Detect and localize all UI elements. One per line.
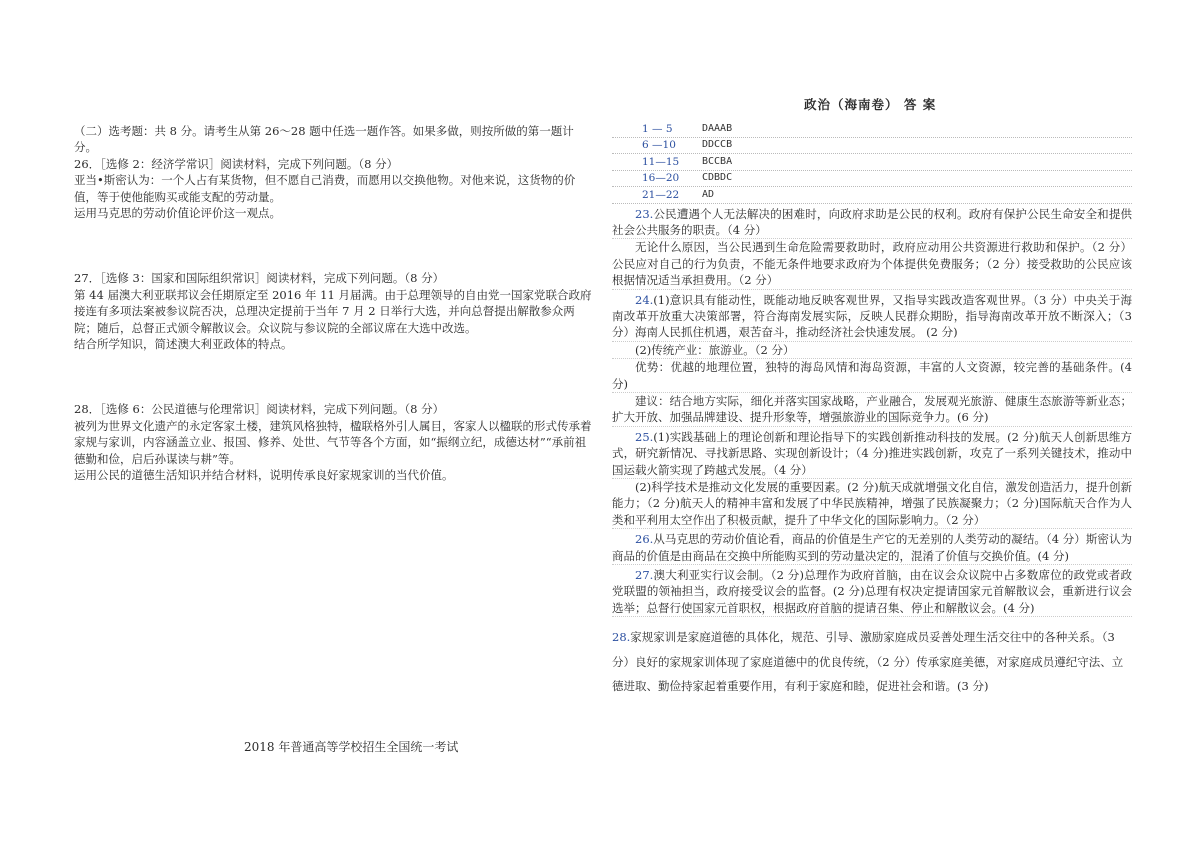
answer-27 xyxy=(612,567,1132,617)
q27-question: 结合所学知识，简述澳大利亚政体的特点。 xyxy=(74,337,293,352)
answer-24-p1 xyxy=(612,292,1132,342)
answer-26 xyxy=(612,531,1132,565)
spacer xyxy=(74,221,594,270)
mc-answer: CDBDC xyxy=(702,172,733,184)
q26-question: 运用马克思的劳动价值论评价这一观点。 xyxy=(74,206,281,221)
mc-row xyxy=(612,138,1132,155)
answer-23-p2: 无论什么原因，当公民遇到生命危险需要救助时，政府应动用公共资源进行救助和保护。（2 分）公民应对自己的行为负责，不能无条件地要求政府为个体提供免费服务；（2 分）接受救助的公民应该根据情况适当承担费用。（2 分） xyxy=(612,239,1132,289)
q28-question: 运用公民的道德生活知识并结合材料，说明传承良好家规家训的当代价值。 xyxy=(74,468,454,483)
q27-material: 第 44 届澳大利亚联邦议会任期原定至 2016 年 11 月届满。由于总理领导的自由党一国家党联合政府接连有多项法案被参议院否决，总理决定提前于当年 7 月 2 日举行大选，并向总督提出解散参众两院；随后，总督正式颁令解散议会。众议院与参议院的全部议席在大选中改选。 xyxy=(74,287,592,335)
answer-28 xyxy=(612,625,1132,699)
q26-title: 26．［选修 2：经济学常识］阅读材料，完成下列问题。（8 分） xyxy=(74,156,399,171)
answer-text: 从马克思的劳动价值论看，商品的价值是生产它的无差别的人类劳动的凝结。（4 分）斯密认为商品的价值是由商品在交换中所能购买到的劳动量决定的，混淆了价值与交换价值。(4 分) xyxy=(612,532,1132,563)
answer-23 xyxy=(612,206,1132,290)
answers-title: 政治（海南卷） 答 案 xyxy=(804,97,937,112)
exam-footer: 2018 年普通高等学校招生全国统一考试 xyxy=(244,740,459,754)
answer-25 xyxy=(612,429,1132,529)
answer-number: 26. xyxy=(635,532,654,547)
mc-range: 6 —10 xyxy=(642,139,676,152)
answer-24-p2: (2)传统产业：旅游业。（2 分） xyxy=(612,342,1132,359)
mc-row xyxy=(612,171,1132,188)
answer-23-p1 xyxy=(612,206,1132,240)
answer-28-text xyxy=(612,625,1132,699)
q28-material: 被列为世界文化遗产的永定客家土楼，建筑风格独特，楹联格外引人属目，客家人以楹联的形式传承着家规与家训，内容涵盖立业、报国、修养、处世、气节等各个方面，如“振纲立纪，成德达材”“承前祖德勤和俭，启后孙谋读与耕”等。 xyxy=(74,418,592,466)
mc-range: 16—20 xyxy=(642,172,680,185)
mc-range: 1 — 5 xyxy=(642,122,673,135)
mc-answer: BCCBA xyxy=(702,155,733,167)
answer-text: (1)意识具有能动性，既能动地反映客观世界，又指导实践改造客观世界。（3 分）中央关于海南改革开放重大决策部署，符合海南发展实际，反映人民群众期盼，指导海南改革开放不断深入；（3 分）海南人民抓住机遇，艰苦奋斗，推动经济社会快速发展。 (2 分) xyxy=(612,292,1132,340)
mc-row xyxy=(612,154,1132,171)
answer-24 xyxy=(612,292,1132,427)
answer-25-p1 xyxy=(612,429,1132,479)
mc-row xyxy=(612,187,1132,204)
answer-27-text xyxy=(612,567,1132,617)
answer-text: 澳大利亚实行议会制。（2 分)总理作为政府首脑，由在议会众议院中占多数席位的政党或者政党联盟的领袖担当，政府接受议会的监督。(2 分)总理有权决定提请国家元首解散议会，重新进行议会选举；总督行使国家元首职权，根据政府首脑的提请召集、停止和解散议会。(4 分) xyxy=(612,568,1132,615)
answer-number: 28. xyxy=(612,630,631,645)
answer-number: 24. xyxy=(635,292,654,307)
mc-range: 21—22 xyxy=(642,188,680,201)
answer-26-text xyxy=(612,531,1132,565)
answer-number: 23. xyxy=(635,206,654,221)
spacer xyxy=(74,352,594,401)
mc-row xyxy=(612,121,1132,138)
answer-text: (1)实践基础上的理论创新和理论指导下的实践创新推动科技的发展。(2 分)航天人创新思维方式，研究新情况、寻找新思路、实现创新设计；（4 分)推进实践创新，攻克了一系列关键技术，推动中国运载火箭实现了跨越式发展。（4 分） xyxy=(612,429,1132,477)
mc-answer: DAAAB xyxy=(702,122,733,134)
section-header: （二）选考题：共 8 分。请考生从第 26～28 题中任选一题作答。如果多做，则按所做的第一题计分。 xyxy=(74,124,574,155)
answer-24-p3: 优势：优越的地理位置，独特的海岛风情和海岛资源，丰富的人文资源，较完善的基础条件。(4 分) xyxy=(612,359,1132,393)
answer-number: 27. xyxy=(635,568,654,583)
q28-title: 28．［选修 6：公民道德与伦理常识］阅读材料，完成下列问题。（8 分） xyxy=(74,402,445,417)
answer-24-p4: 建议：结合地方实际，细化并落实国家战略，产业融合，发展观光旅游、健康生态旅游等新业态；扩大开放、加强品牌建设、提升形象等，增强旅游业的国际竞争力。(6 分) xyxy=(612,393,1132,427)
q27-title: 27．［选修 3：国家和国际组织常识］阅读材料，完成下列问题。（8 分） xyxy=(74,271,445,286)
answer-number: 25. xyxy=(635,429,654,444)
mc-answer: AD xyxy=(702,188,715,200)
q26-material: 亚当•斯密认为：一个人占有某货物，但不愿自己消费，而愿用以交换他物。对他来说，这货物的价值，等于使他能购买或能支配的劳动量。 xyxy=(74,173,576,204)
answer-text: 家规家训是家庭道德的具体化，规范、引导、激励家庭成员妥善处理生活交往中的各种关系。（3 分）良好的家规家训体现了家庭道德中的优良传统，（2 分）传承家庭美德，对家庭成员遵纪守法、立德进取、勤俭持家起着重要作用，有利于家庭和睦，促进社会和谐。(3 分) xyxy=(612,630,1124,694)
answer-text: 公民遭遇个人无法解决的困难时，向政府求助是公民的权利。政府有保护公民生命安全和提供社会公共服务的职责。（4 分） xyxy=(612,206,1132,237)
questions-column xyxy=(74,123,594,484)
mc-range: 11—15 xyxy=(642,155,680,168)
answers-column xyxy=(612,121,1132,699)
answer-25-p2: (2)科学技术是推动文化发展的重要因素。(2 分)航天成就增强文化自信，激发创造活力，提升创新能力；（2 分)航天人的精神丰富和发展了中华民族精神，增强了民族凝聚力；（2 分)国际航天合作为人类和平利用太空作出了积极贡献，提升了中华文化的国际影响力。（2 分） xyxy=(612,479,1132,529)
mc-answer: DDCCB xyxy=(702,139,733,151)
